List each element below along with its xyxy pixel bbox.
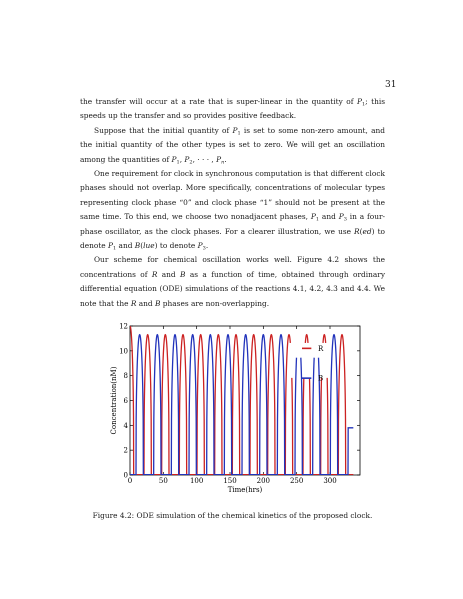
text-run: and bbox=[319, 212, 339, 222]
x-tick-label: 300 bbox=[323, 477, 337, 485]
x-tick-label: 50 bbox=[158, 477, 168, 485]
subscript: 1 bbox=[315, 216, 320, 223]
plot-frame bbox=[130, 326, 360, 475]
x-tick-label: 250 bbox=[289, 477, 304, 485]
legend-label-b: B bbox=[318, 374, 324, 383]
y-tick-label: 4 bbox=[123, 421, 128, 430]
text-run: the transfer will occur at a rate that is super-linear in the quantity of bbox=[80, 97, 357, 106]
legend-label-r: R bbox=[318, 344, 324, 353]
math-italic: B bbox=[134, 241, 141, 251]
math-italic: P bbox=[338, 212, 344, 222]
figure-caption: Figure 4.2: ODE simulation of the chemical kinetics of the proposed clock. bbox=[92, 511, 373, 520]
x-tick-label: 100 bbox=[189, 477, 204, 485]
math-italic: P bbox=[197, 241, 203, 251]
text-run: . bbox=[205, 241, 209, 251]
ode-chart bbox=[80, 323, 385, 503]
text-run: and bbox=[136, 298, 155, 308]
y-tick-label: 0 bbox=[123, 471, 128, 480]
y-tick-label: 2 bbox=[123, 446, 128, 455]
subscript: 1 bbox=[176, 159, 180, 166]
text-run: and bbox=[157, 269, 181, 279]
text-run: as a function of time, obtained through ordinary differential equation (ODE) simulations of the reactions 4.1, 4.2, 4.3 and 4.4. We note that the bbox=[80, 269, 385, 308]
paragraph bbox=[80, 253, 385, 311]
math-italic: R bbox=[130, 298, 137, 308]
text-run: and bbox=[116, 241, 135, 251]
figure-4-2 bbox=[80, 323, 385, 503]
text-run: , bbox=[179, 154, 185, 164]
y-tick-label: 8 bbox=[123, 372, 128, 381]
text-run: phases are non-overlapping. bbox=[160, 298, 270, 308]
text-run: ; this speeds up the transfer and so provides positive feedback. bbox=[80, 97, 385, 121]
math-italic: B bbox=[180, 269, 186, 279]
math-italic: B bbox=[155, 298, 161, 308]
subscript: n bbox=[221, 159, 225, 166]
subscript: 1 bbox=[361, 101, 366, 108]
math-italic: lue bbox=[143, 241, 155, 251]
paragraph bbox=[80, 95, 385, 124]
x-tick-label: 200 bbox=[256, 477, 271, 485]
x-axis-label: Time(hrs) bbox=[227, 486, 263, 494]
subscript: 1 bbox=[113, 245, 117, 252]
math-italic: P bbox=[310, 212, 316, 222]
subscript: 1 bbox=[237, 130, 241, 137]
math-italic: P bbox=[171, 154, 177, 164]
text-run: to denote bbox=[80, 226, 385, 251]
text-run: in a four-phase oscillator, as the clock phases. For a clearer illustration, we use bbox=[80, 212, 385, 236]
paragraph bbox=[80, 167, 385, 253]
text-run: to denote bbox=[157, 241, 198, 251]
paragraph bbox=[80, 124, 385, 167]
text-run: ( bbox=[140, 241, 144, 251]
math-italic: P bbox=[108, 241, 113, 251]
y-tick-label: 10 bbox=[119, 347, 128, 356]
math-italic: R bbox=[354, 226, 360, 236]
page-number: 31 bbox=[385, 80, 397, 90]
y-tick-label: 12 bbox=[119, 323, 128, 331]
text-run: One requirement for clock in synchronous computation is that different clock phases should not overlap. More specifically, concentrations of molecular types representing clock phase “0” and clock phase “1” should not be present at the same time. To this end, we choose two nonadjacent phases, bbox=[80, 169, 385, 222]
y-axis-label: Concentration(nM) bbox=[110, 366, 118, 435]
math-italic: P bbox=[184, 154, 190, 164]
text-run: . bbox=[224, 154, 227, 164]
math-italic: ed bbox=[362, 226, 372, 236]
text-run: Suppose that the initial quantity of bbox=[94, 125, 233, 135]
text-run: , · · · , bbox=[192, 154, 217, 164]
subscript: 2 bbox=[189, 159, 193, 166]
math-italic: R bbox=[151, 269, 158, 279]
y-tick-label: 6 bbox=[123, 397, 128, 405]
x-tick-label: 150 bbox=[223, 477, 237, 485]
math-italic: P bbox=[232, 125, 238, 135]
body-text bbox=[80, 95, 385, 311]
text-run: is set to some non-zero amount, and the initial quantity of the other types is set to zero. We will get an oscillation among the quantities of bbox=[80, 125, 385, 164]
text-run: ) bbox=[371, 226, 375, 236]
text-run: Our scheme for chemical oscillation works well. Figure 4.2 shows the concentrations of bbox=[80, 255, 385, 279]
subscript: 3 bbox=[202, 245, 206, 252]
x-tick-label: 0 bbox=[127, 477, 133, 485]
math-italic: P bbox=[356, 97, 362, 106]
math-italic: P bbox=[216, 154, 222, 164]
subscript: 3 bbox=[343, 216, 347, 223]
text-run: ( bbox=[359, 226, 363, 236]
text-run: ) bbox=[154, 241, 158, 251]
